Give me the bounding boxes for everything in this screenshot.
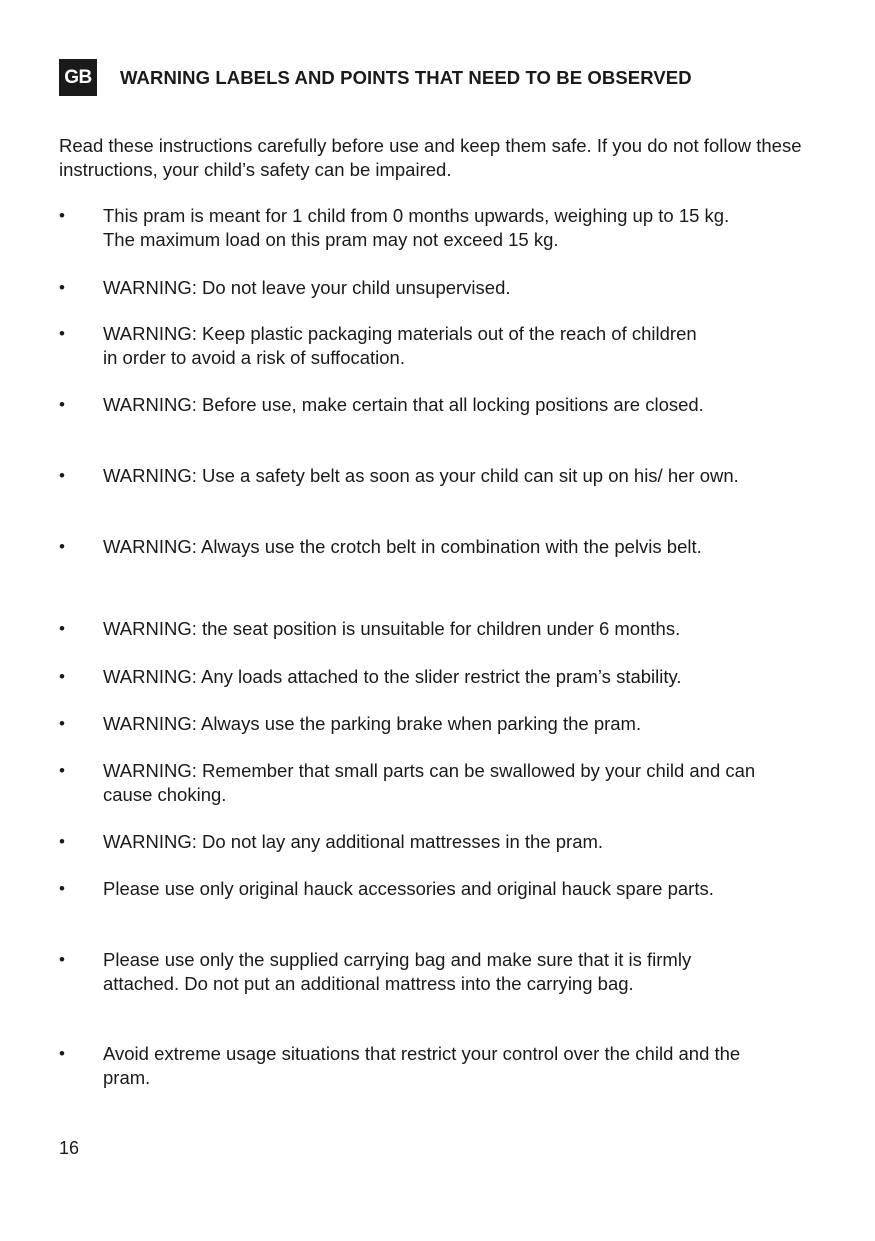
bullet-icon: • [59,761,65,780]
section-title: WARNING LABELS AND POINTS THAT NEED TO BE OBSERVED [120,66,692,88]
warning-text: WARNING: the seat position is unsuitable for children under 6 months. [103,618,681,639]
warning-text: Avoid extreme usage situations that restrict your control over the child and the pram. [103,1043,741,1088]
warning-text: Please use only original hauck accessories and original hauck spare parts. [103,878,714,899]
warning-text: WARNING: Use a safety belt as soon as your child can sit up on his/ her own. [103,465,739,486]
warning-text: WARNING: Always use the crotch belt in combination with the pelvis belt. [103,536,702,557]
intro-paragraph: Read these instructions carefully before use and keep them safe. If you do not follow these instructions, your child’s safety can be impaired. [59,135,802,180]
bullet-icon: • [59,206,65,225]
warning-text: Please use only the supplied carrying bag and make sure that it is firmly attached. Do not put an additional mattress into the carrying bag. [103,949,692,994]
bullet-icon: • [59,619,65,638]
warning-text: WARNING: Remember that small parts can be swallowed by your child and can cause choking. [103,760,756,805]
warning-text: WARNING: Before use, make certain that all locking positions are closed. [103,394,704,415]
bullet-icon: • [59,714,65,733]
warning-text: WARNING: Do not lay any additional mattresses in the pram. [103,831,604,852]
bullet-icon: • [59,324,65,343]
warning-text: WARNING: Any loads attached to the slider restrict the pram’s stability. [103,666,682,687]
bullet-icon: • [59,395,65,414]
warning-text: WARNING: Keep plastic packaging materials out of the reach of children in order to avoid a risk of suffocation. [103,323,697,368]
language-badge: GB [59,59,97,96]
section-header [59,59,692,96]
bullet-icon: • [59,667,65,686]
bullet-icon: • [59,950,65,969]
bullet-icon: • [59,537,65,556]
bullet-icon: • [59,1044,65,1063]
warning-text: WARNING: Always use the parking brake when parking the pram. [103,713,642,734]
bullet-icon: • [59,278,65,297]
bullet-icon: • [59,466,65,485]
bullet-icon: • [59,879,65,898]
page-number: 16 [59,1138,80,1158]
bullet-icon: • [59,832,65,851]
warning-text: WARNING: Do not leave your child unsupervised. [103,277,511,298]
warning-text: This pram is meant for 1 child from 0 months upwards, weighing up to 15 kg. The maximum load on this pram may not exceed 15 kg. [103,205,730,250]
